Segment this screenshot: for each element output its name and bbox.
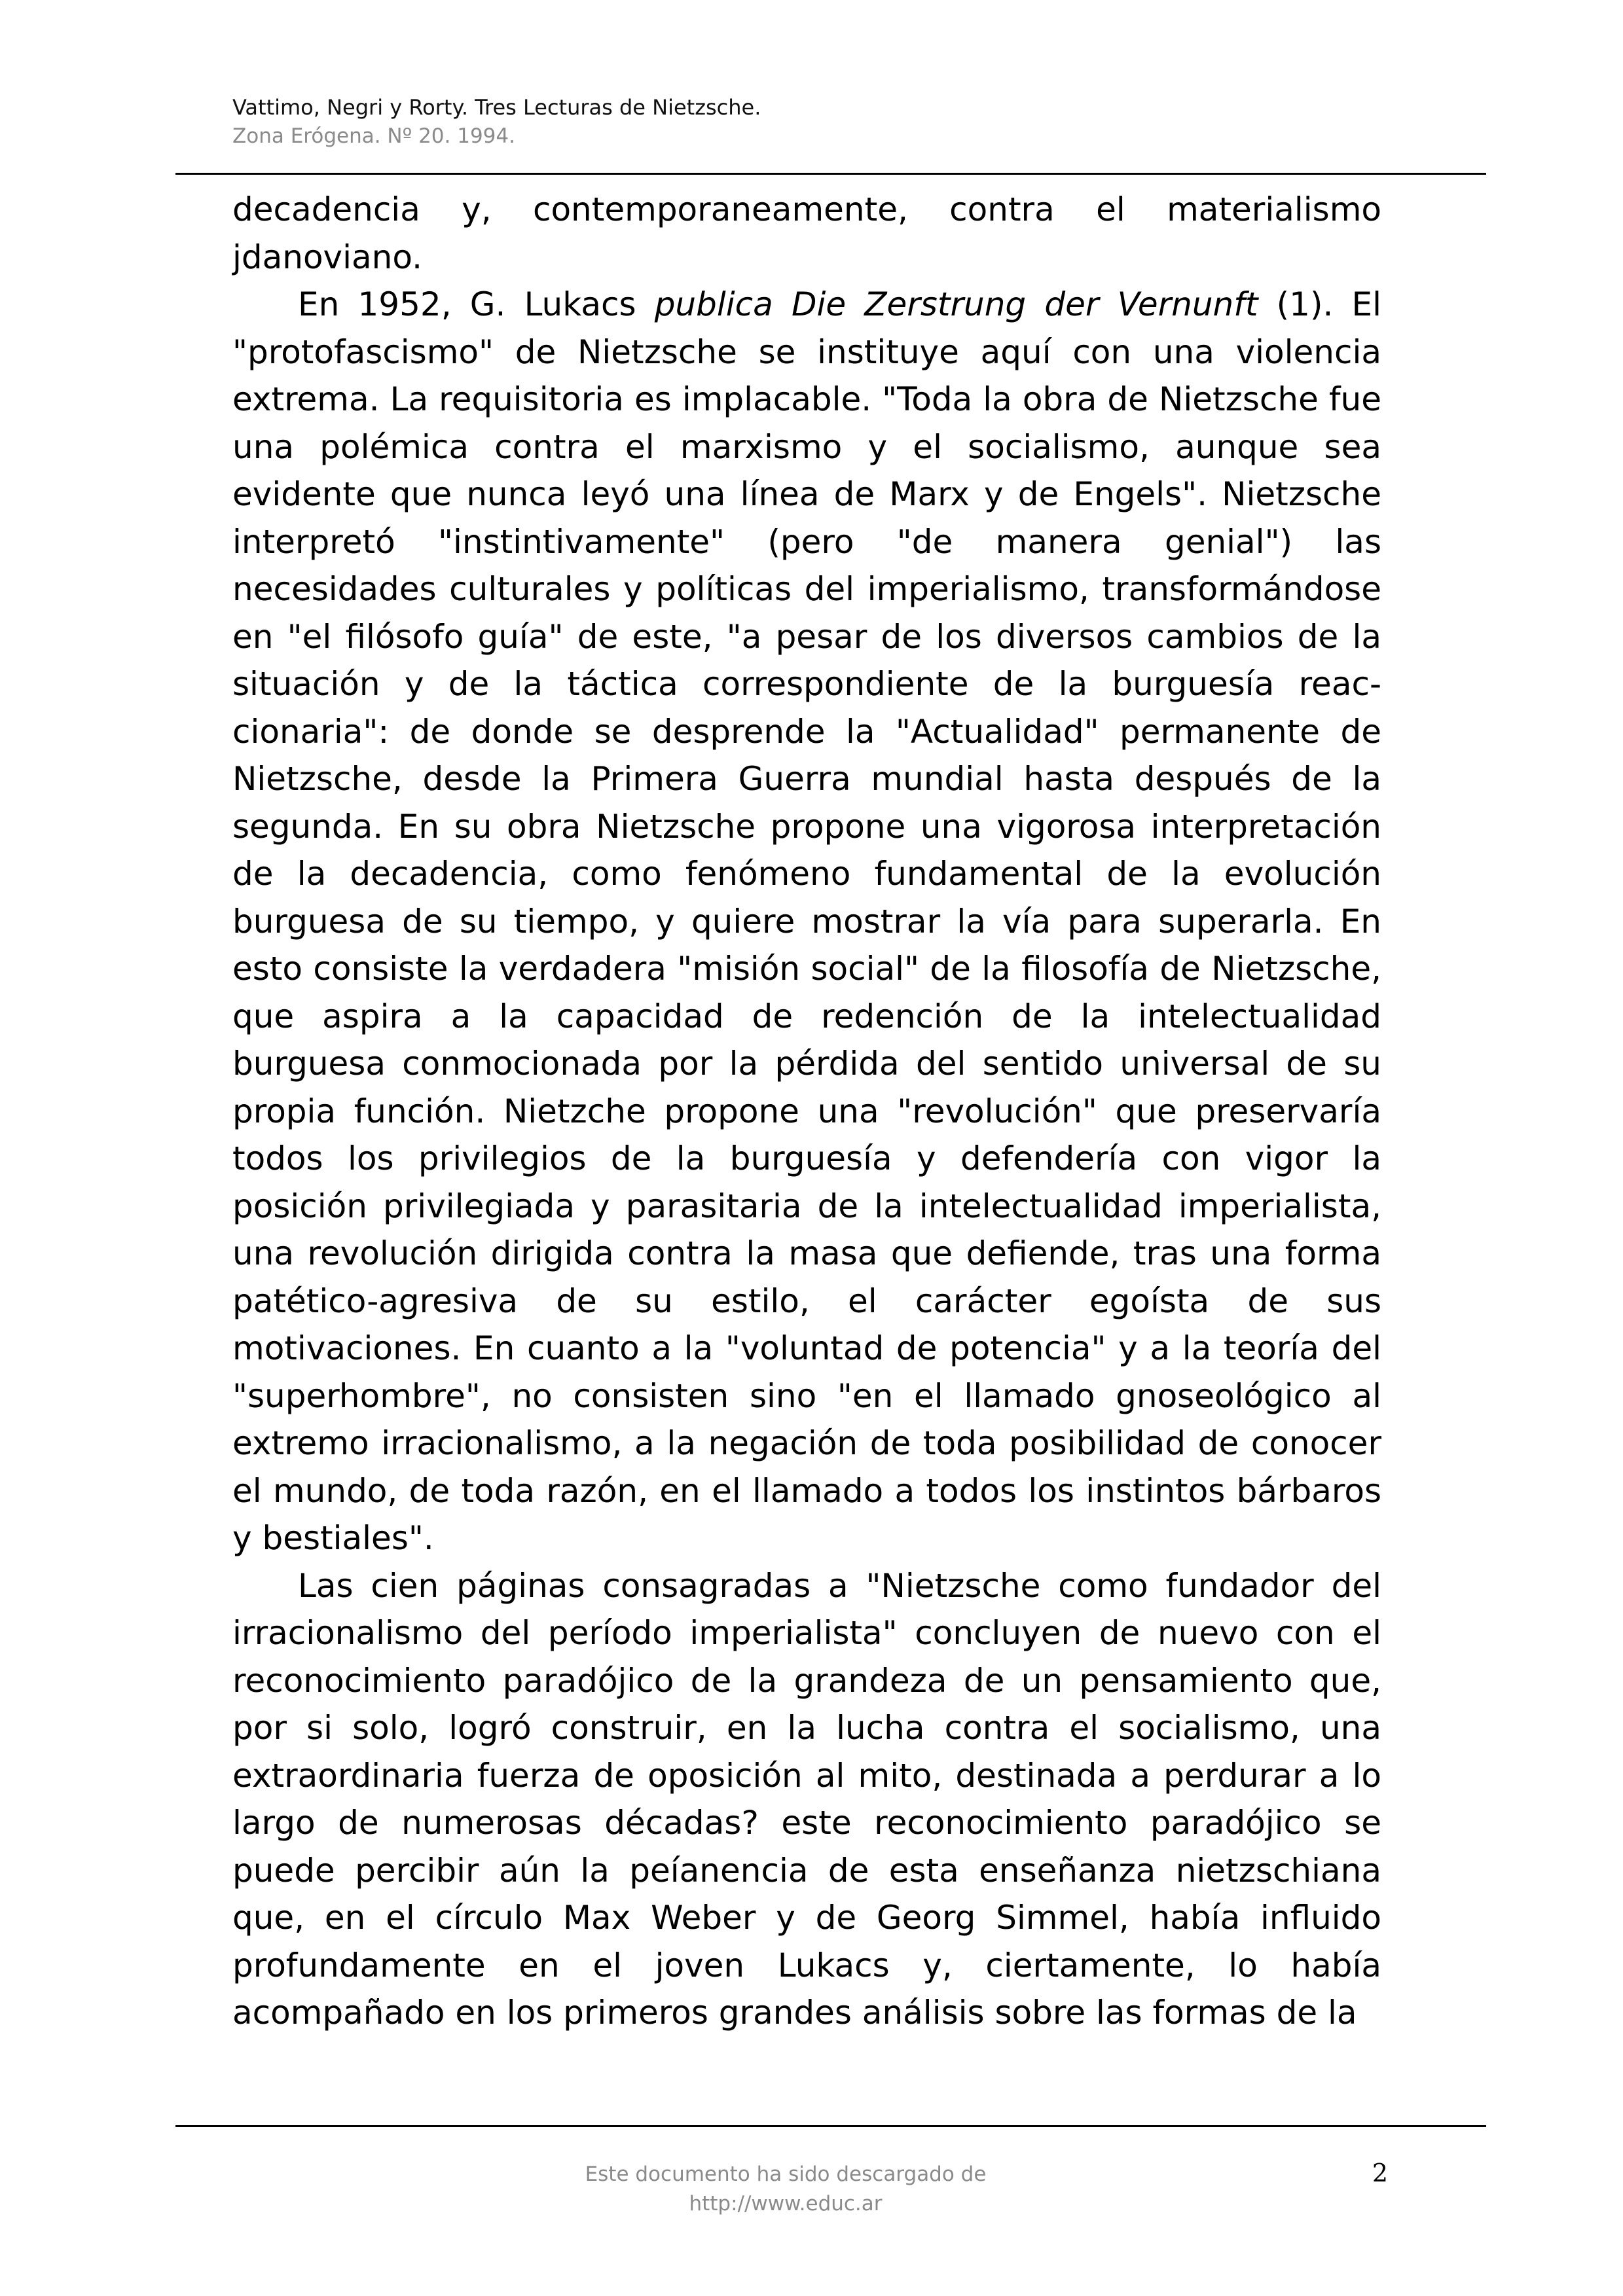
paragraph-3: Las cien páginas consagradas a "Nietzsche como fundador del irracionalismo del período imperialista" concluyen de nuevo con el reconocimiento paradójico de la grandeza de un pensamiento que, por si solo, logró construir, en la lucha contra el socialismo, una extraordinaria fuerza de oposición al mito, destinada a perdurar a lo largo de numerosas décadas? este reconocimiento paradójico se puede percibir aún la peíanencia de esta enseñanza nietzschiana que, en el círculo Max Weber y de Georg Simmel, había influido profundamente en el joven Lukacs y, ciertamente, lo había acompañado en los primeros grandes análisis sobre las formas de la xyxy=(232,1566,1381,2032)
page-number: 2 xyxy=(1372,2159,1388,2187)
paragraph-2 xyxy=(232,281,1381,1562)
paragraph-1: decadencia y, contemporaneamente, contra el materialismo jdanoviano. xyxy=(232,190,1381,276)
header-title: Vattimo, Negri y Rorty. Tres Lecturas de Nietzsche. xyxy=(232,95,761,120)
footer-link[interactable]: http://www.educ.ar xyxy=(689,2192,883,2215)
document-body xyxy=(232,186,1381,2037)
header-subtitle: Zona Erógena. Nº 20. 1994. xyxy=(232,124,515,148)
footer-line-1: Este documento ha sido descargado de xyxy=(585,2162,987,2186)
footer-source xyxy=(511,2160,1061,2219)
paragraph-2-lead: En 1952, G. Lukacs xyxy=(298,285,655,323)
book-title-italic: publica Die Zerstrung der Vernunft xyxy=(654,285,1258,323)
paragraph-2-rest: (1). El "protofascismo" de Nietzsche se instituye aquí con una violencia extrema. La requisitoria es implacable. "Toda la obra de Nietzsche fue una polémica contra el marxismo y el socialismo, aunque sea evidente que nunca leyó una línea de Marx y de Engels". Nietzsche interpretó "instintivamente" (pero "de manera genial") las necesidades culturales y políticas del imperialismo, transformándose en "el filósofo guía" de este, "a pesar de los diversos cambios de la situación y de la táctica correspondiente de la burguesía reaccionaria": de donde se desprende la "Actualidad" permanente de Nietzsche, desde la Primera Guerra mundial hasta después de la segunda. En su obra Nietzsche propone una vigorosa interpretación de la decadencia, como fenómeno fundamental de la evolución burguesa de su tiempo, y quiere mostrar la vía para superarla. En esto consiste la verdadera "misión social" de la filosofía de Nietzsche, que aspira a la capacidad de redención de la intelectualidad burguesa conmocionada por la pérdida del sentido universal de su propia función. Nietzche propone una "revolución" que preservaría todos los privilegios de la burguesía y defendería con vigor la posición privilegiada y parasitaria de la intelectualidad imperialista, una revolución dirigida contra la masa que defiende, tras una forma patético-agresiva de su estilo, el carácter egoísta de sus motivaciones. En cuanto a la "voluntad de potencia" y a la teoría del "superhombre", no consisten sino "en el llamado gnoseológico al extremo irracionalismo, a la negación de toda posibilidad de conocer el mundo, de toda razón, en el llamado a todos los instintos bárbaros y bestiales". xyxy=(232,285,1382,1557)
footer-divider xyxy=(175,2125,1486,2127)
header-divider xyxy=(175,173,1486,175)
